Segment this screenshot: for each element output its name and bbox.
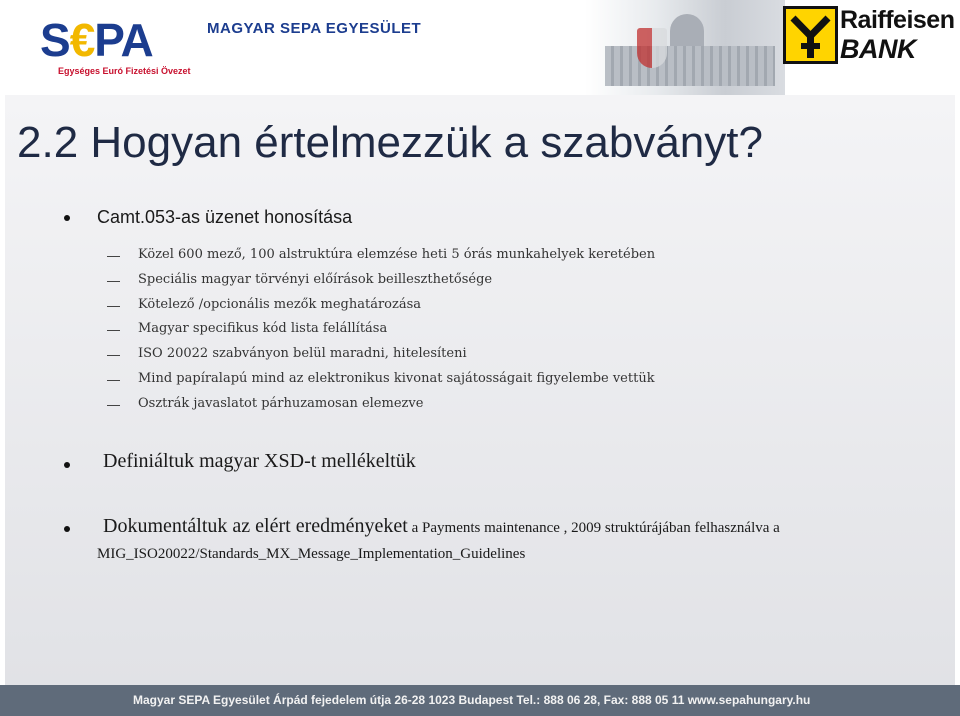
sub-item: Speciális magyar törvényi előírások beilleszthetősége (138, 272, 493, 287)
slide-header (0, 0, 960, 95)
sepa-logo-subtitle: Egységes Euró Fizetési Övezet (58, 66, 191, 76)
sepa-association-title: MAGYAR SEPA EGYESÜLET (207, 20, 422, 37)
parliament-building-image (585, 0, 785, 95)
sepa-logo (40, 14, 200, 84)
sub-item: Mind papíralapú mind az elektronikus kivonat sajátosságait figyelembe vettük (138, 371, 655, 386)
euro-symbol-icon: € (69, 14, 95, 66)
bullet-documented (103, 515, 780, 538)
slide-title: 2.2 Hogyan értelmezzük a szabványt? (17, 118, 763, 167)
sub-item: Osztrák javaslatot párhuzamosan elemezve (138, 396, 424, 411)
sepa-logo-text: S€PA (40, 14, 153, 66)
raiffeisen-bank-wordmark (840, 6, 954, 64)
bullet-documented-main: Dokumentáltuk az elért eredményeket (103, 515, 408, 537)
bullet-documented-line2: MIG_ISO20022/Standards_MX_Message_Implementation_Guidelines (97, 546, 526, 562)
bank-name-line1: Raiffeisen (840, 6, 955, 34)
sub-dash (107, 256, 120, 257)
footer-contact-text: Magyar SEPA Egyesület Árpád fejedelem útja 26-28 1023 Budapest Tel.: 888 06 28, Fax: 888 05 11 www.sepahungary.hu (133, 693, 811, 707)
sub-item: Kötelező /opcionális mezők meghatározása (138, 297, 422, 312)
slide-footer (0, 685, 960, 716)
bullet-dot (64, 215, 70, 221)
sub-dash (107, 355, 120, 356)
slide-body (5, 95, 955, 685)
bullet-dot (64, 462, 70, 468)
sub-dash (107, 380, 120, 381)
sub-item: Magyar specifikus kód lista felállítása (138, 321, 388, 336)
sub-dash (107, 330, 120, 331)
bank-name-line2: BANK (840, 34, 916, 64)
sub-item: ISO 20022 szabványon belül maradni, hitelesíteni (138, 346, 467, 361)
bullet-dot (64, 526, 70, 532)
sub-item: Közel 600 mező, 100 alstruktúra elemzése heti 5 órás munkahelyek keretében (138, 247, 656, 262)
raiffeisen-bank-logo (783, 6, 958, 70)
hungarian-crest-icon (637, 28, 667, 68)
bullet-xsd-defined: Definiáltuk magyar XSD-t mellékeltük (103, 450, 416, 472)
sub-dash (107, 405, 120, 406)
sub-dash (107, 306, 120, 307)
bullet-documented-rest: a Payments maintenance , 2009 struktúrájában felhasználva a (407, 520, 780, 536)
bullet-camt-053: Camt.053-as üzenet honosítása (97, 207, 353, 227)
sub-dash (107, 281, 120, 282)
raiffeisen-gable-cross-icon (783, 6, 838, 64)
